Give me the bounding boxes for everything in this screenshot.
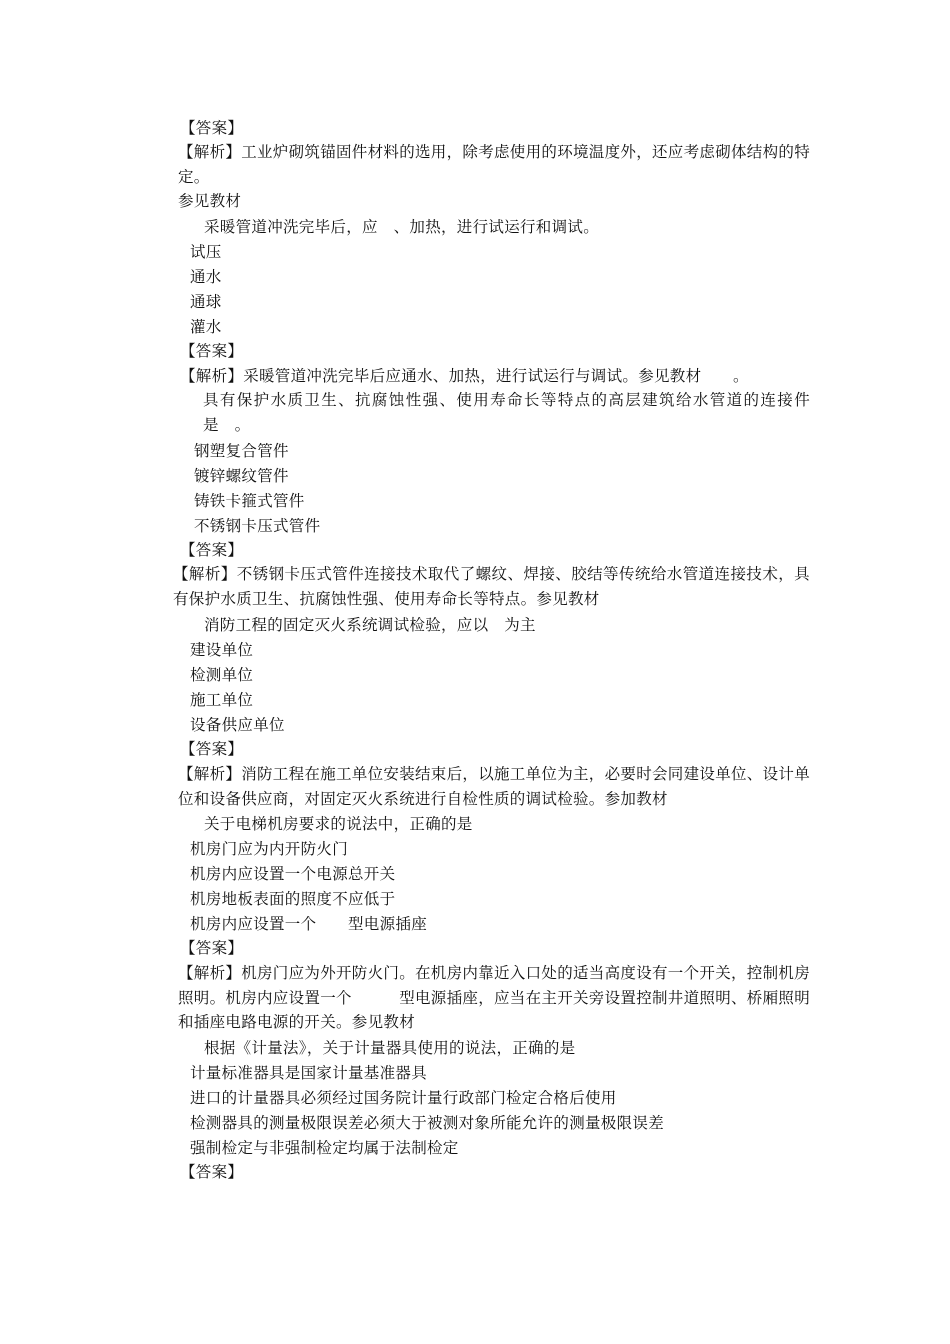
question-paragraph xyxy=(145,388,810,437)
option-item: 检测器具的测量极限误差必须大于被测对象所能允许的测量极限误差 xyxy=(190,1114,665,1132)
question-stem: 根据《计量法》，关于计量器具使用的说法，正确的是 xyxy=(204,1039,576,1057)
option-item: 灌水 xyxy=(190,318,222,336)
answer-label: 【答案】 xyxy=(180,1163,244,1181)
option-item: 设备供应单位 xyxy=(190,716,285,734)
option-item: 进口的计量器具必须经过国务院计量行政部门检定合格后使用 xyxy=(190,1089,617,1107)
option-item: 机房门应为内开防火门 xyxy=(190,840,349,858)
answer-label: 【答案】 xyxy=(180,342,244,360)
option-item: 不锈钢卡压式管件 xyxy=(194,517,321,535)
option-item: 试压 xyxy=(190,243,222,261)
question-text: 具有保护水质卫生、抗腐蚀性强、使用寿命长等特点的高层建筑给水管道的连接件是 。 xyxy=(203,391,810,434)
analysis-text: 【解析】机房门应为外开防火门。在机房内靠近入口处的适当高度设有一个开关，控制机房照明。机房内应设置一个 型电源插座，应当在主开关旁设置控制井道照明、桥厢照明和插座电路电源的开关。参见教材 xyxy=(178,964,811,1031)
option-item: 通球 xyxy=(190,293,222,311)
option-item: 机房地板表面的照度不应低于 xyxy=(190,890,396,908)
analysis-paragraph xyxy=(145,762,810,811)
analysis-paragraph xyxy=(145,562,810,611)
answer-label: 【答案】 xyxy=(180,119,244,137)
answer-label: 【答案】 xyxy=(180,740,244,758)
option-item: 机房内应设置一个 型电源插座 xyxy=(190,915,428,933)
option-item: 检测单位 xyxy=(190,666,254,684)
analysis-text: 【解析】采暖管道冲洗完毕后应通水、加热，进行试运行与调试。参见教材 。 xyxy=(180,367,749,385)
question-stem: 关于电梯机房要求的说法中，正确的是 xyxy=(204,815,473,833)
analysis-text: 【解析】不锈钢卡压式管件连接技术取代了螺纹、焊接、胶结等传统给水管道连接技术，具有保护水质卫生、抗腐蚀性强、使用寿命长等特点。参见教材 xyxy=(173,565,810,608)
analysis-text: 【解析】消防工程在施工单位安装结束后，以施工单位为主，必要时会同建设单位、设计单位和设备供应商，对固定灭火系统进行自检性质的调试检验。参加教材 xyxy=(178,765,811,808)
option-item: 钢塑复合管件 xyxy=(194,442,289,460)
option-item: 镀锌螺纹管件 xyxy=(194,467,289,485)
question-stem: 消防工程的固定灭火系统调试检验，应以 为主 xyxy=(204,616,536,634)
answer-label: 【答案】 xyxy=(180,541,244,559)
answer-label: 【答案】 xyxy=(180,939,244,957)
question-stem: 采暖管道冲洗完毕后，应 、加热，进行试运行和调试。 xyxy=(204,218,600,236)
analysis-paragraph xyxy=(145,140,810,189)
option-item: 通水 xyxy=(190,268,222,286)
option-item: 铸铁卡箍式管件 xyxy=(194,492,305,510)
option-item: 施工单位 xyxy=(190,691,254,709)
analysis-text: 【解析】工业炉砌筑锚固件材料的选用，除考虑使用的环境温度外，还应考虑砌体结构的特定。 xyxy=(178,143,811,186)
analysis-paragraph xyxy=(145,961,810,1035)
option-item: 计量标准器具是国家计量基准器具 xyxy=(190,1064,428,1082)
option-item: 强制检定与非强制检定均属于法制检定 xyxy=(190,1139,459,1157)
reference-line: 参见教材 xyxy=(178,192,242,210)
option-item: 建设单位 xyxy=(190,641,254,659)
option-item: 机房内应设置一个电源总开关 xyxy=(190,865,396,883)
